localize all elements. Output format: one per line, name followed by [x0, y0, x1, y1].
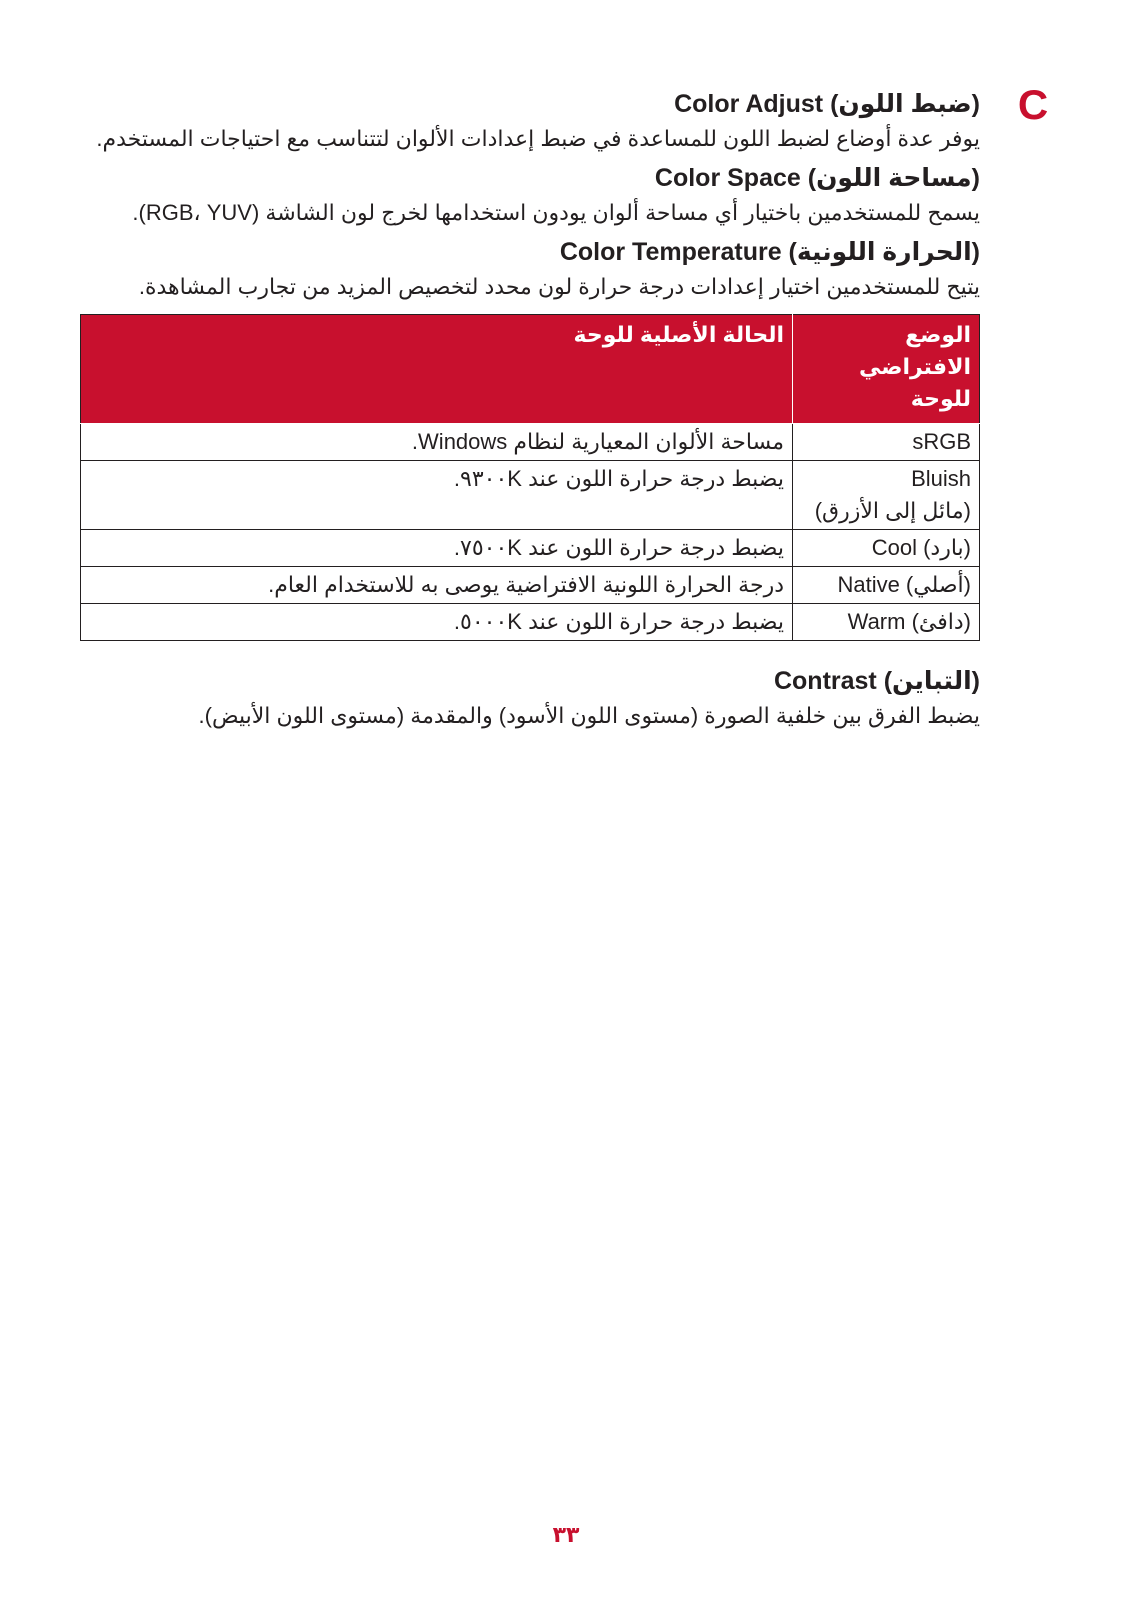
- preset-description: [81, 424, 793, 461]
- preset-name-cell: [793, 461, 980, 530]
- preset-name-cell: [793, 567, 980, 604]
- table-row: [81, 424, 980, 461]
- preset-name: Bluish: [911, 466, 971, 491]
- preset-name-cell: [793, 530, 980, 567]
- page-number: ٣٣: [552, 1522, 580, 1547]
- preset-name: Native (أصلي): [837, 572, 971, 597]
- table-header-row: [81, 315, 980, 424]
- color-adjust-heading: Color Adjust (ضبط اللون): [674, 90, 980, 118]
- preset-name: sRGB: [912, 429, 971, 454]
- preset-name: Warm (دافئ): [847, 609, 971, 634]
- header-panel-default-line1: الوضع الافتراضي: [858, 322, 971, 379]
- table-row: [81, 567, 980, 604]
- color-temperature-heading: Color Temperature (الحرارة اللونية): [559, 238, 980, 266]
- preset-description-text: مساحة الألوان المعيارية لنظام Windows.: [411, 429, 784, 454]
- contrast-description: يضبط الفرق بين خلفية الصورة (مستوى اللون الأسود) والمقدمة (مستوى اللون الأبيض).: [198, 703, 980, 728]
- color-space-heading: Color Space (مساحة اللون): [654, 164, 980, 192]
- preset-description-text: يضبط درجة حرارة اللون عند ٥٠٠٠K.: [453, 609, 784, 634]
- table-row: [81, 461, 980, 530]
- preset-name: Cool (بارد): [871, 535, 971, 560]
- header-panel-default-line2: للوحة: [910, 386, 971, 411]
- header-panel-native-state: الحالة الأصلية للوحة: [81, 315, 793, 424]
- color-space-description: يسمح للمستخدمين باختيار أي مساحة ألوان يودون استخدامها لخرج لون الشاشة (RGB، YUV).: [132, 200, 980, 225]
- preset-description-text: يضبط درجة حرارة اللون عند ٧٥٠٠K.: [453, 535, 784, 560]
- preset-name-cell: [793, 604, 980, 641]
- preset-name-translation: (مائل إلى الأزرق): [814, 498, 971, 523]
- color-adjust-description: يوفر عدة أوضاع لضبط اللون للمساعدة في ضبط إعدادات الألوان لتتناسب مع احتياجات المستخدم.: [96, 126, 980, 151]
- preset-description: [81, 530, 793, 567]
- page-content: [80, 86, 980, 737]
- preset-description-text: درجة الحرارة اللونية الافتراضية يوصى به للاستخدام العام.: [268, 572, 784, 597]
- preset-name-cell: [793, 424, 980, 461]
- contrast-heading: Contrast (التباين): [773, 667, 980, 695]
- preset-description-text: يضبط درجة حرارة اللون عند ٩٣٠٠K.: [453, 466, 784, 491]
- color-temperature-table: [80, 314, 980, 641]
- preset-description: [81, 567, 793, 604]
- header-panel-default: [793, 315, 980, 424]
- section-letter: C: [1017, 81, 1049, 128]
- preset-description: [81, 461, 793, 530]
- table-row: [81, 530, 980, 567]
- preset-description: [81, 604, 793, 641]
- color-temperature-description: يتيح للمستخدمين اختيار إعدادات درجة حرارة لون محدد لتخصيص المزيد من تجارب المشاهدة.: [138, 274, 980, 299]
- table-row: [81, 604, 980, 641]
